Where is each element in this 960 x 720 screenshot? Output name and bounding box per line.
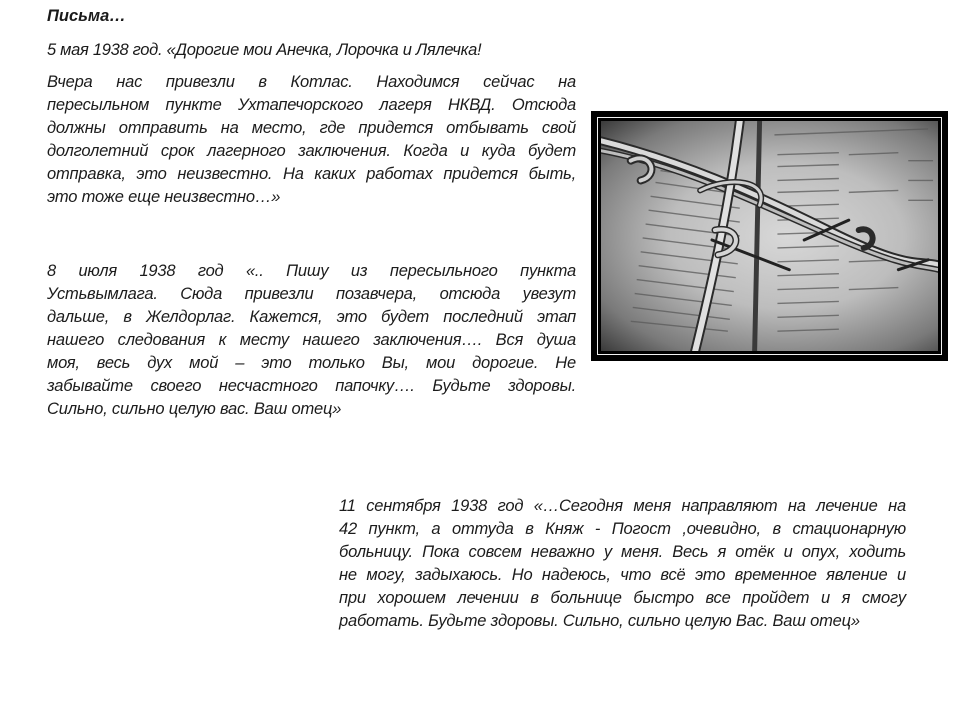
text-line: Сильно, сильно целую вас. Ваш отец» (47, 400, 342, 418)
letter-1-date-greeting: 5 мая 1938 год. «Дорогие мои Анечка, Лорочка и Лялечка! (47, 41, 482, 59)
barbed-wire (601, 121, 938, 351)
text-line: 11 сентября 1938 год «…Сегодня меня направляют на лечение на (339, 497, 906, 515)
photo-frame-inner-border (597, 117, 942, 355)
text-line: это тоже еще неизвестно…» (47, 188, 281, 206)
letter-2-body (47, 260, 576, 421)
text-line: больницу. Пока совсем неважно у меня. Весь я отёк и опух, ходить (339, 543, 906, 561)
text-line: Вчера нас привезли в Котлас. Находимся сейчас на (47, 73, 576, 91)
page-title: Письма… (47, 7, 126, 25)
text-line: нашего следования к месту нашего заключения…. Вся душа (47, 331, 576, 349)
text-line: долголетний срок лагерного заключения. Когда и куда будет (47, 142, 576, 160)
photo-illustration (601, 121, 938, 351)
text-line: 42 пункт, а оттуда в Княж - Погост ,очевидно, в стационарную (339, 520, 906, 538)
text-line: забывайте своего несчастного папочку…. Будьте здоровы. (47, 377, 576, 395)
letter-1-body (47, 71, 576, 209)
photo-frame (591, 111, 948, 361)
text-line: отправка, это неизвестно. На каких работах придется быть, (47, 165, 576, 183)
text-line: Устьвымлага. Сюда привезли позавчера, отсюда увезут (47, 285, 576, 303)
text-line: работать. Будьте здоровы. Сильно, сильно целую Вас. Ваш отец» (339, 612, 860, 630)
text-line: должны отправить на место, где придется отбывать свой (47, 119, 576, 137)
letter-3-body (339, 495, 906, 633)
text-line: дальше, в Желдорлаг. Кажется, это будет последний этап (47, 308, 576, 326)
text-line: моя, весь дух мой – это только Вы, мои дорогие. Не (47, 354, 576, 372)
barbed-wire-ledger-photo (601, 121, 938, 351)
text-line: 8 июля 1938 год «.. Пишу из пересыльного пункта (47, 262, 576, 280)
text-line: при хорошем лечении в больнице быстро все пройдет и я смогу (339, 589, 906, 607)
text-line: не могу, задыхаюсь. Но надеюсь, что всё это временное явление и (339, 566, 906, 584)
book-spine (755, 121, 760, 351)
text-line: пересыльном пункте Ухтапечорского лагеря НКВД. Отсюда (47, 96, 576, 114)
